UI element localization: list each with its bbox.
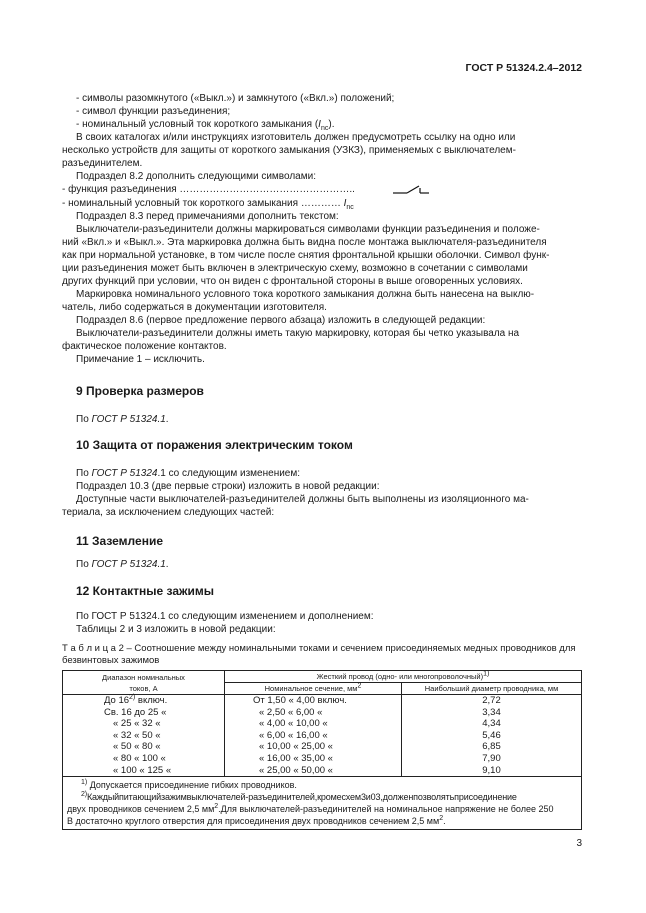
range-row: « 50 « 80 « xyxy=(113,741,161,753)
subsection-8-3-instruction: Подраздел 8.3 перед примечаниями дополнить текстом: xyxy=(76,211,339,222)
section-row: « 25,00 « 50,00 « xyxy=(259,764,333,776)
range-row: « 32 « 50 « xyxy=(113,729,161,741)
diameter-row: 4,34 xyxy=(482,718,501,730)
footnote-2-line1: $^{2)}$Каждыйпитающийзажимвыключателей-разъединителей,кромесхем3и03,долженпозволятьприсоединение xyxy=(81,791,517,803)
table-2-caption-line1: Т а б л и ц а 2 – Соотношение между номинальными токами и сечением присоединяемых медных проводников для xyxy=(62,643,576,654)
diameter-row: 9,10 xyxy=(482,764,501,776)
symbol-item-short-circuit-current: - номинальный условный ток короткого замыкания ………… $I_{nc}$ xyxy=(62,198,354,211)
section-10-text-a: По ГОСТ Р 51324.1 со следующим изменением: xyxy=(76,468,301,479)
section-9-heading: 9 Проверка размеров xyxy=(76,384,204,398)
paragraph-catalogs-line1: В своих каталогах и/или инструкциях изготовитель должен предусмотреть ссылку на одно или xyxy=(76,132,516,143)
section-10-heading: 10 Защита от поражения электрическим током xyxy=(76,438,353,452)
footnote-1: $^{1)}$ Допускается присоединение гибких проводников. xyxy=(81,779,297,791)
footnote-2-line3: В достаточно круглого отверстия для присоединения двух проводников сечением 2,5 $мм^2$. xyxy=(67,815,446,827)
section-10-text-c2: териала, за исключением следующих частей: xyxy=(62,507,275,518)
section-row: « 6,00 « 16,00 « xyxy=(259,729,328,741)
paragraph-catalogs-line2: несколько устройств для защиты от короткого замыкания (УЗКЗ), применяемых с выключателем- xyxy=(62,145,516,156)
section-12-text-b: Таблицы 2 и 3 изложить в новой редакции: xyxy=(76,624,276,635)
table-2 xyxy=(62,670,582,830)
diameter-row: 2,72 xyxy=(482,695,501,706)
subsection-8-2-instruction: Подраздел 8.2 дополнить следующими символами: xyxy=(76,171,316,182)
list-item-open-closed-symbols: - символы разомкнутого («Выкл.») и замкнутого («Вкл.») положений; xyxy=(76,93,395,104)
marking-paragraph-line4: ции разъединения может быть включен в электрическую схему, возможно в сочетании с символами xyxy=(62,263,528,274)
range-row: « 100 « 125 « xyxy=(113,764,172,776)
header-rigid-wire: Жесткий провод (одно- или многопроволочный)$^{1)}$ xyxy=(225,671,582,683)
section-row: От 1,50 « 4,00 включ. xyxy=(253,695,347,706)
column-current-ranges xyxy=(63,695,225,777)
range-row-1: До 16$^{2)}$ включ. xyxy=(104,693,168,706)
section-12-heading: 12 Контактные зажимы xyxy=(76,584,215,598)
diameter-row: 7,90 xyxy=(482,752,501,764)
marking-paragraph-line1: Выключатели-разъединители должны маркироваться символами функции разъединения и положе- xyxy=(76,224,540,235)
section-10-text-c1: Доступные части выключателей-разъединителей должны быть выполнены из изоляционного ма- xyxy=(76,494,529,505)
section-row: « 2,50 « 6,00 « xyxy=(259,706,323,718)
document-header-code: ГОСТ Р 51324.2.4–2012 xyxy=(465,62,582,74)
marking-paragraph-line3: как при нормальной установке, в том числе после снятия фронтальной крышки оболочки. Символ функ- xyxy=(62,250,550,261)
section-row: « 10,00 « 25,00 « xyxy=(259,741,333,753)
section-row: « 16,00 « 35,00 « xyxy=(259,752,333,764)
contact-position-line1: Выключатели-разъединители должны иметь такую маркировку, которая бы четко указывала на xyxy=(76,328,520,339)
diameter-row: 5,46 xyxy=(482,729,501,741)
isolation-switch-symbol-icon xyxy=(391,183,431,195)
header-max-diameter: Наибольший диаметр проводника, мм xyxy=(402,683,582,695)
range-row: « 25 « 32 « xyxy=(113,718,161,730)
range-row: « 80 « 100 « xyxy=(113,752,166,764)
table-2-caption-line2: безвинтовых зажимов xyxy=(62,655,160,666)
list-item-isolation-symbol: - символ функции разъединения; xyxy=(76,106,231,117)
list-item-short-circuit-current: - номинальный условный ток короткого замыкания $(I_{nc})$. xyxy=(76,119,335,132)
section-11-text: По ГОСТ Р 51324.1. xyxy=(76,559,169,570)
page-number: 3 xyxy=(576,838,582,849)
table-footnotes xyxy=(63,777,582,830)
contact-position-line2: фактическое положение контактов. xyxy=(62,341,227,352)
header-nominal-section: Номинальное сечение, $мм^2$ xyxy=(225,683,402,695)
symbol-item-isolation-function: - функция разъединения …………………………………………….. xyxy=(62,184,355,195)
current-marking-line2: чатель, либо содержаться в документации изготовителя. xyxy=(62,302,327,313)
column-nominal-sections xyxy=(225,695,402,777)
diameter-row: 3,34 xyxy=(482,706,501,718)
marking-paragraph-line2: ний «Вкл.» и «Выкл.». Эта маркировка должна быть видна после монтажа выключателя-разъединителя xyxy=(62,237,547,248)
header-current-range: Диапазон номинальных токов, А xyxy=(63,671,225,695)
range-row: Св. 16 до 25 « xyxy=(104,706,167,718)
section-12-text-a: По ГОСТ Р 51324.1 со следующим изменением и дополнением: xyxy=(76,611,374,622)
footnote-2-line2: двух проводников сечением 2,5 $мм^2.Для$ выключателей-разъединителей на номинальное напряжение не более 250 xyxy=(67,803,554,815)
paragraph-catalogs-line3: разъединителем. xyxy=(62,158,143,169)
note-1-excluded: Примечание 1 – исключить. xyxy=(76,354,205,365)
current-marking-line1: Маркировка номинального условного тока короткого замыкания должна быть нанесена на выклю- xyxy=(76,289,535,300)
column-max-diameters xyxy=(402,695,582,777)
section-11-heading: 11 Заземление xyxy=(76,534,163,548)
section-row: « 4,00 « 10,00 « xyxy=(259,718,328,730)
marking-paragraph-line5: других функций при условии, что он виден с фронтальной стороны в выше оговоренных условиях. xyxy=(62,276,523,287)
diameter-row: 6,85 xyxy=(482,741,501,753)
section-10-text-b: Подраздел 10.3 (две первые строки) изложить в новой редакции: xyxy=(76,481,380,492)
subsection-8-6-instruction: Подраздел 8.6 (первое предложение первого абзаца) изложить в следующей редакции: xyxy=(76,315,486,326)
section-9-text: По ГОСТ Р 51324.1. xyxy=(76,414,169,425)
